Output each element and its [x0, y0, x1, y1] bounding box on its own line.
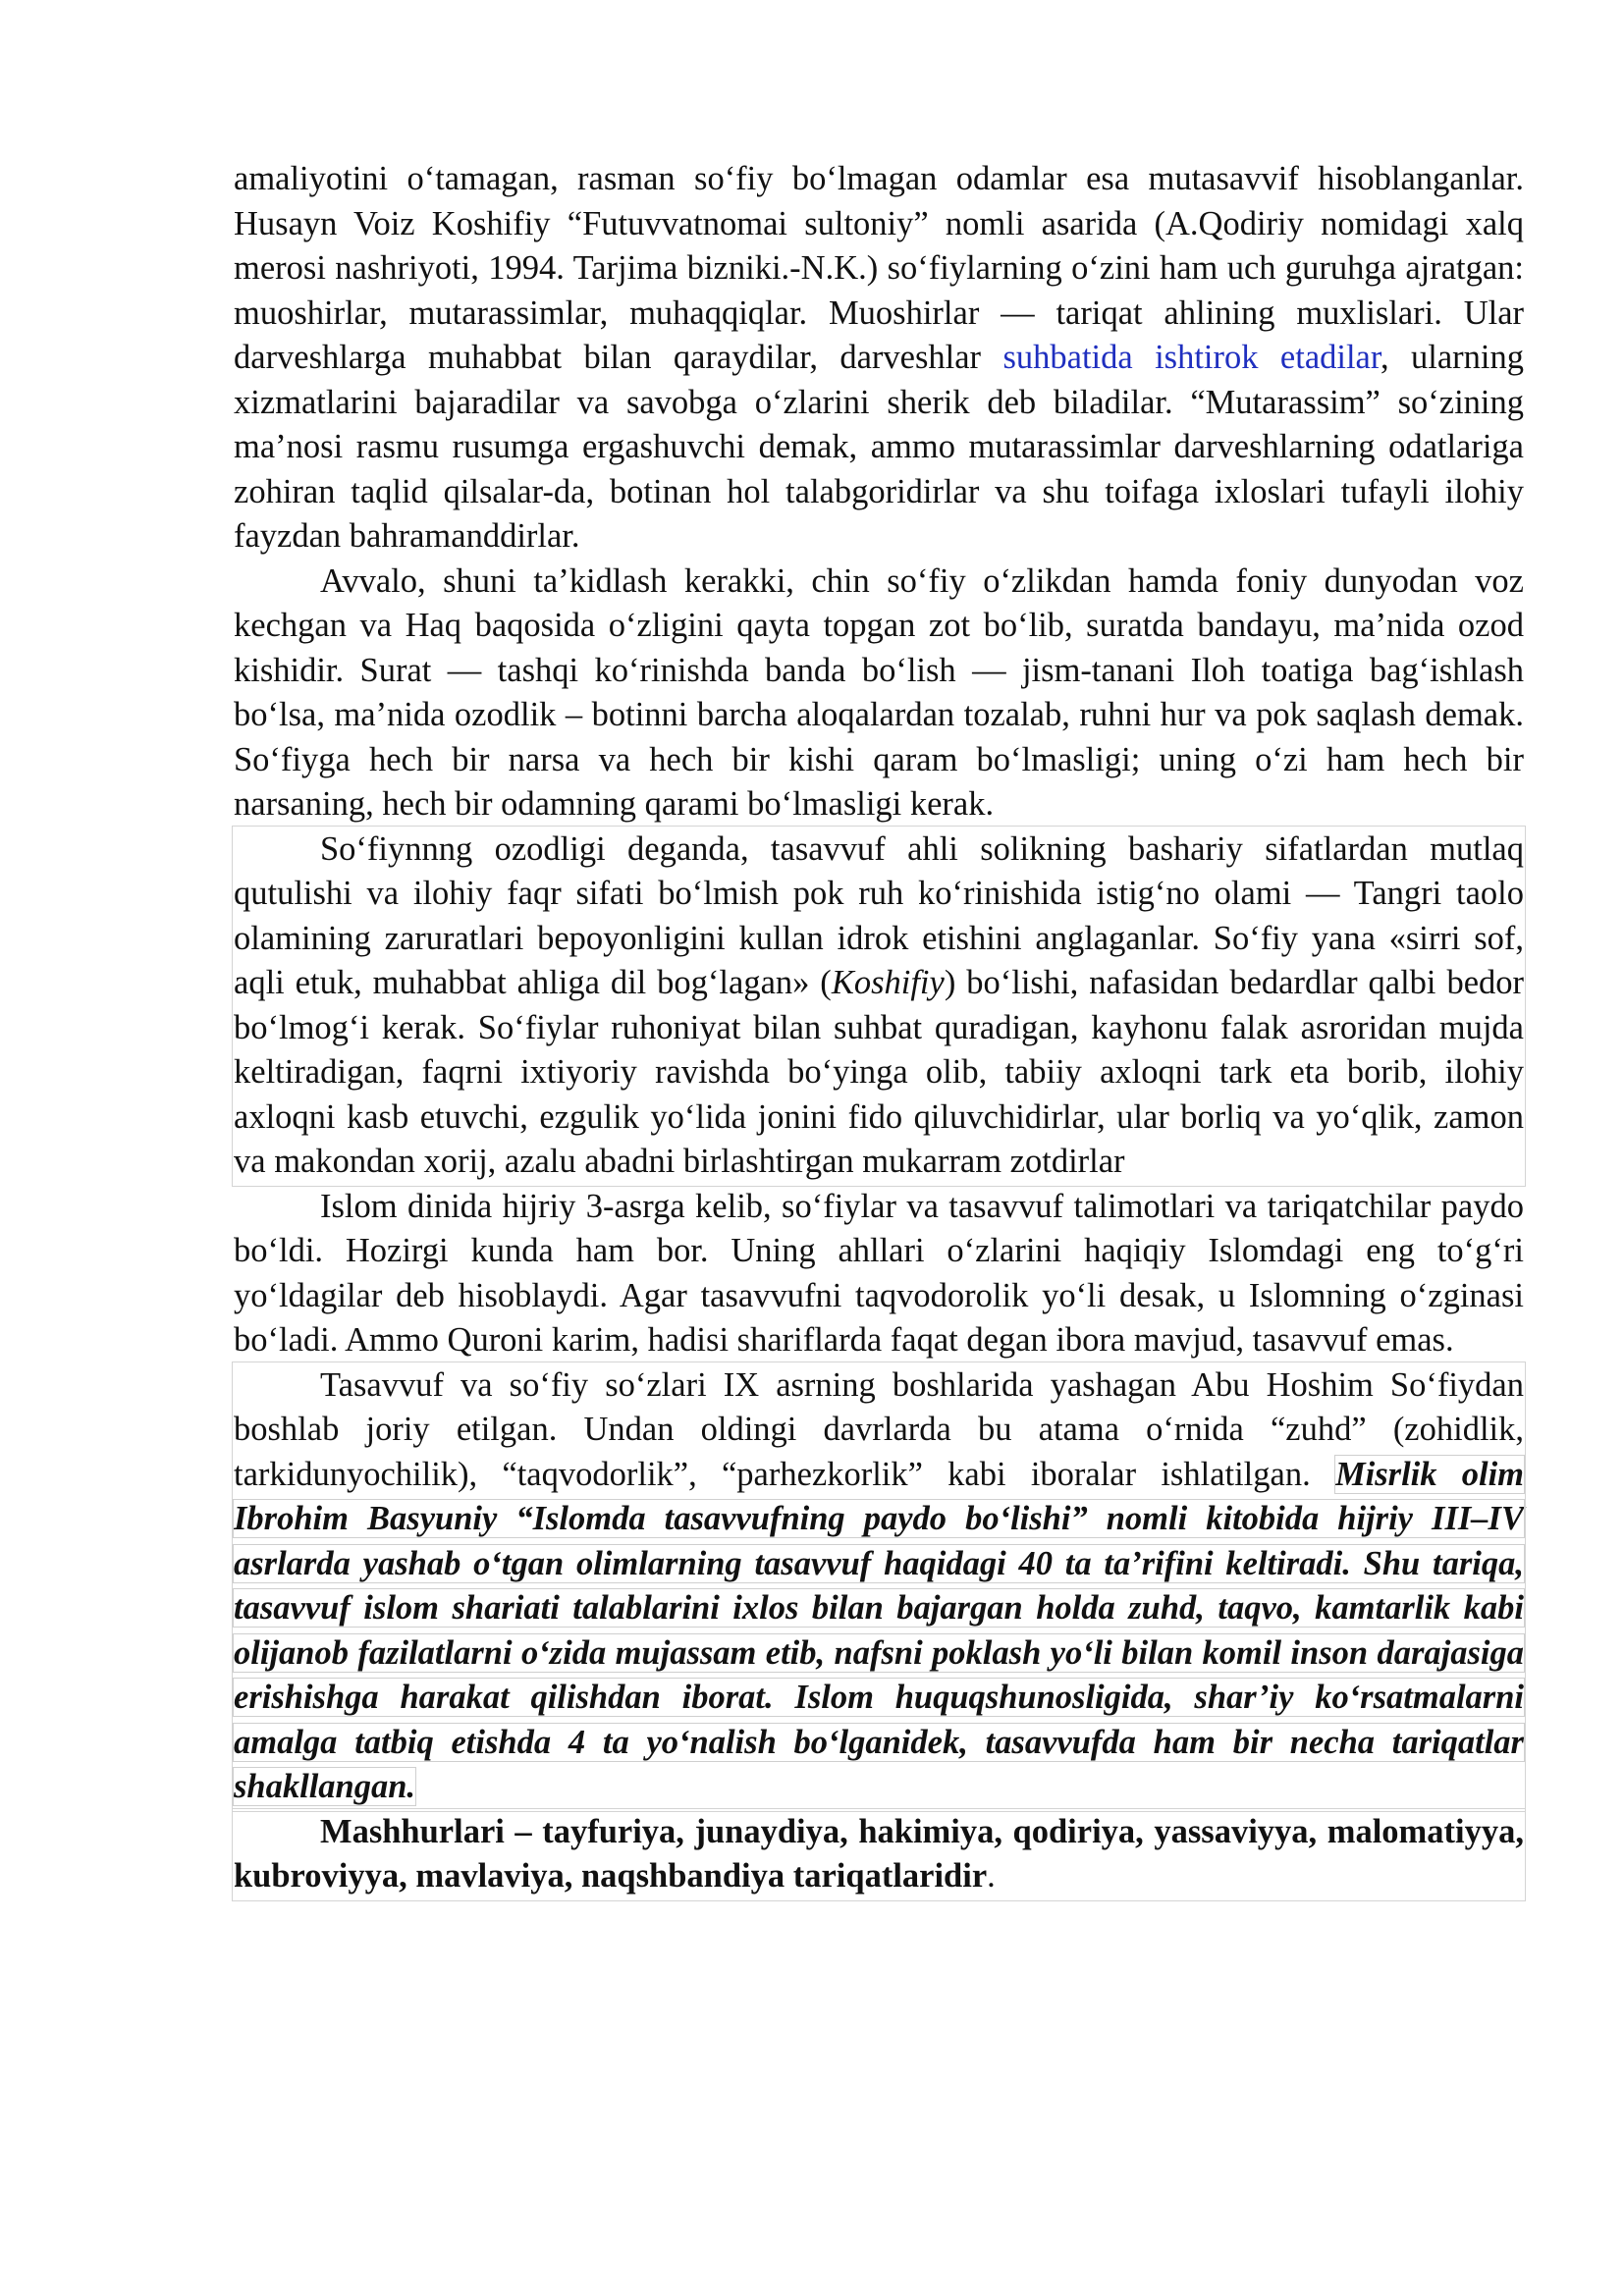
paragraph-1-text-start: amaliyotini o‘tamagan, rasman so‘fiy bo‘lmagan odamlar esa mutasavvif hisoblanganlar. Husayn Voiz Koshifiy “Futuvvatnomai sultoniy” nomli asarida (A.Qodiriy nomidagi xalq merosi nashriyoti, 1994. Tarjima bizniki.-N.K.) so‘fiylarning o‘zini ham uch guruhga ajratgan: muoshirlar, mutarassimlar, muhaqqiqlar. Muoshirlar — tariqat ahlining muxlislari. Ular darveshlarga muhabbat bilan qaraydilar, darveshlar	[234, 160, 1524, 376]
paragraph-2: Avvalo, shuni ta’kidlash kerakki, chin so‘fiy o‘zlikdan hamda foniy dunyodan voz kechgan va Haq baqosida o‘zligini qayta topgan zot bo‘lib, suratda bandayu, ma’nida ozod kishidir. Surat — tashqi ko‘rinishda banda bo‘lish — jism-tanani Iloh toatiga bag‘ishlash bo‘lsa, ma’nida ozodlik – botinni barcha aloqalardan tozalab, ruhni hur va pok saqlash demak. So‘fiyga hech bir narsa va hech bir kishi qaram bo‘lmasligi; uning o‘zi ham hech bir narsaning, hech bir odamning qarami bo‘lmasligi kerak.	[234, 561, 1524, 823]
paragraph-5	[234, 1363, 1524, 1810]
tariqatlar-list: Mashhurlari – tayfuriya, junaydiya, hakimiya, qodiriya, yassaviyya, malomatiyya, kubroviyya, mavlaviya, naqshbandiya tariqatlaridir	[234, 1812, 1524, 1895]
paragraph-6-period: .	[987, 1857, 996, 1895]
document-page	[234, 157, 1524, 1899]
paragraph-3-text-start: So‘fiynnng ozodligi deganda, tasavvuf ahli solikning bashariy sifatlardan mutlaq qutulishi va ilohiy faqr sifati bo‘lmish pok ruh ko‘rinishida istig‘no olami — Tangri taolo olamining zaruratlari bepoyonligini kullan idrok etishini anglaganlar. So‘fiy yana «sirri sof, aqli etuk, muhabbat ahliga dil bog‘lagan» (	[234, 829, 1524, 1001]
paragraph-3-text-end: ) bo‘lishi, nafasidan bedardlar qalbi bedor bo‘lmog‘i kerak. So‘fiylar ruhoniyat bilan suhbat quradigan, kayhonu falak asroridan mujda keltiradigan, faqrni ixtiyoriy ravishda bo‘yinga olib, tabiiy axloqni tark eta borib, ilohiy axloqni kasb etuvchi, ezgulik yo‘lida jonini fido qiluvchidirlar, ular borliq va yo‘qlik, zamon va makondan xorij, azalu abadni birlashtirgan mukarram zotdirlar	[234, 964, 1524, 1180]
paragraph-6	[234, 1810, 1524, 1899]
paragraph-5-text: Tasavvuf va so‘fiy so‘zlari IX asrning boshlarida yashagan Abu Hoshim So‘fiydan boshlab joriy etilgan. Undan oldingi davrlarda bu atama o‘rnida “zuhd” (zohidlik, tarkidunyochilik), “taqvodorlik”, “parhezkorlik” kabi iboralar ishlatilgan.	[234, 1365, 1524, 1493]
hyperlink-suhbatida[interactable]: suhbatida ishtirok etadilar	[1002, 339, 1380, 376]
paragraph-1	[234, 157, 1524, 560]
paragraph-4: Islom dinida hijriy 3-asrga kelib, so‘fiylar va tasavvuf talimotlari va tariqatchilar paydo bo‘ldi. Hozirgi kunda ham bor. Uning ahllari o‘zlarini haqiqiy Islomdagi eng to‘g‘ri yo‘ldagilar deb hisoblaydi. Agar tasavvufni taqvodorolik yo‘li desak, u Islomning o‘zginasi bo‘ladi. Ammo Quroni karim, hadisi shariflarda faqat degan ibora mavjud, tasavvuf emas.	[234, 1187, 1524, 1359]
paragraph-5-bold-italic-text: Misrlik olim Ibrohim Basyuniy “Islomda tasavvufning paydo bo‘lishi” nomli kitobida hijriy III–IV asrlarda yashab o‘tgan olimlarning tasavvuf haqidagi 40 ta ta’rifini keltiradi. Shu tariqa, tasavvuf islom shariati talablarini ixlos bilan bajargan holda zuhd, taqvo, kamtarlik kabi olijanob fazilatlarni o‘zida mujassam etib, nafsni poklash yo‘li bilan komil inson darajasiga erishishga harakat qilishdan iborat. Islom huquqshunosligida, shar’iy ko‘rsatmalarni amalga tatbiq etishda 4 ta yo‘nalish bo‘lganidek, tasavvufda ham bir necha tariqatlar shakllangan.	[234, 1455, 1524, 1805]
author-koshifiy: Koshifiy	[831, 964, 945, 1001]
paragraph-1-text-end: , ularning xizmatlarini bajaradilar va savobga o‘zlarini sherik deb biladilar. “Mutarassim” so‘zining ma’nosi rasmu rusumga ergashuvchi demak, ammo mutarassimlar darveshlarning odatlariga zohiran taqlid qilsalar-da, botinan hol talabgoridirlar va shu toifaga ixloslari tufayli ilohiy fayzdan bahramanddirlar.	[234, 339, 1524, 555]
paragraph-3	[234, 828, 1524, 1185]
